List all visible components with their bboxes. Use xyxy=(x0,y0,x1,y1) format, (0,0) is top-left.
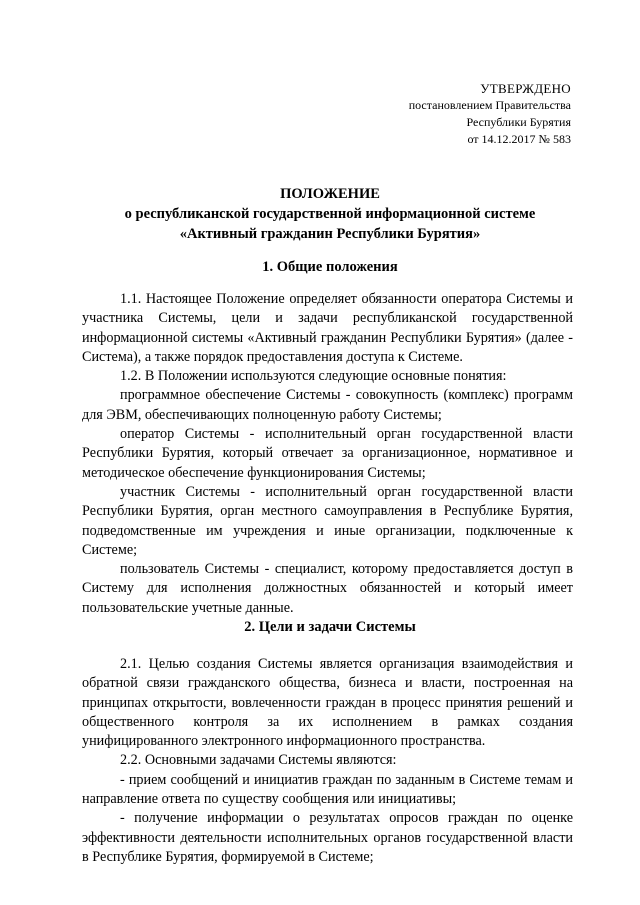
document-title xyxy=(100,184,560,244)
section-2-heading: 2. Цели и задачи Системы xyxy=(244,619,416,635)
approval-line-republic: Республики Бурятия xyxy=(466,115,571,129)
section-1-heading: 1. Общие положения xyxy=(262,259,398,275)
approval-line-date-number: от 14.12.2017 № 583 xyxy=(467,132,571,146)
title-line-3: «Активный гражданин Республики Бурятия» xyxy=(179,226,481,242)
approval-stamp xyxy=(409,80,571,148)
paragraph: оператор Системы - исполнительный орган государственной власти Республики Бурятия, который отвечает за организационное, нормативное и методическое обеспечение функционирования Системы; xyxy=(82,426,573,481)
paragraph: - получение информации о результатах опросов граждан по оценке эффективности деятельности исполнительных органов государственной власти в Республике Бурятия, формируемой в Системе; xyxy=(82,810,573,865)
title-line-1: ПОЛОЖЕНИЕ xyxy=(280,186,380,202)
paragraph: 2.2. Основными задачами Системы являются: xyxy=(120,752,397,769)
paragraph: 1.1. Настоящее Положение определяет обязанности оператора Системы и участника Системы, цели и задачи республиканской государственной информационной системы «Активный гражданин Республики Бурятия» (далее - Система), а также порядок предоставления доступа к Системе. xyxy=(82,291,573,365)
section-2-body xyxy=(82,655,573,867)
title-line-2: о республиканской государственной информационной системе xyxy=(124,206,536,222)
paragraph: участник Системы - исполнительный орган государственной власти Республики Бурятия, орган местного самоуправления в Республике Бурятия, подведомственные им учреждения и иные организации, подключенные к Системе; xyxy=(82,483,573,558)
approval-title: УТВЕРЖДЕНО xyxy=(480,81,571,96)
paragraph: программное обеспечение Системы - совокупность (комплекс) программ для ЭВМ, обеспечивающих полноценную работу Системы; xyxy=(82,387,573,423)
section-1-body xyxy=(82,290,573,618)
paragraph: 2.1. Целью создания Системы является организация взаимодействия и обратной связи гражданского общества, бизнеса и власти, построенная на принципах открытости, вовлеченности граждан в процесс принятия решений и общественного контроля за их исполнением в рамках создания унифицированного электронного информационного пространства. xyxy=(82,656,573,750)
approval-line-resolution: постановлением Правительства xyxy=(408,98,571,112)
paragraph: пользователь Системы - специалист, которому предоставляется доступ в Систему для исполнения должностных обязанностей и который имеет пользовательские учетные данные. xyxy=(82,561,573,616)
paragraph: 1.2. В Положении используются следующие основные понятия: xyxy=(120,368,507,385)
paragraph: - прием сообщений и инициатив граждан по заданным в Системе темам и направление ответа по существу сообщения или инициативы; xyxy=(82,771,573,808)
